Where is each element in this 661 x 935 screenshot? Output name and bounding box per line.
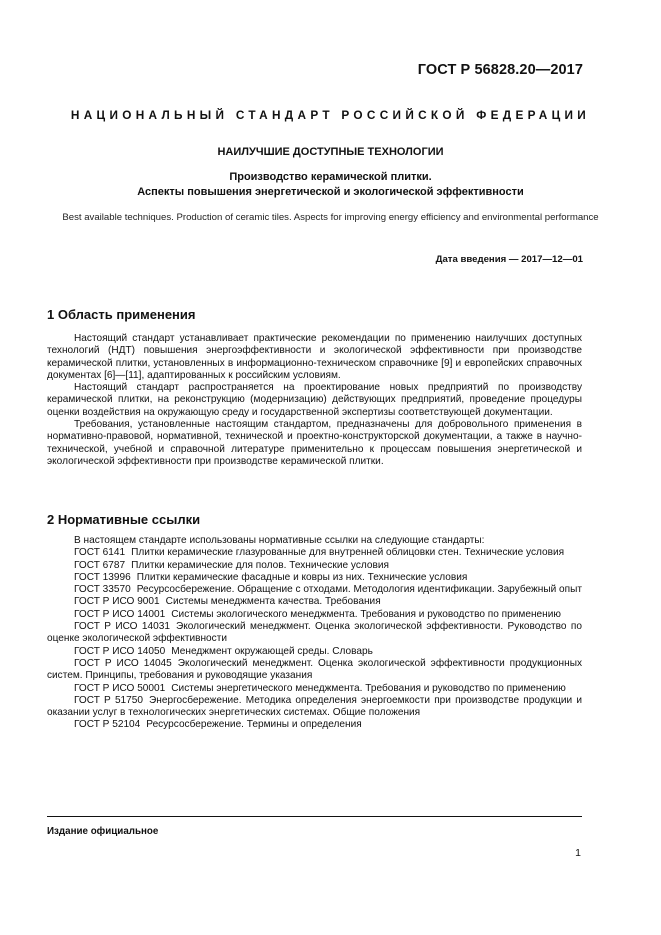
reference-title: Системы энергетического менеджмента. Требования и руководство по применению [171,682,566,694]
reference-item [47,621,582,646]
section-2-heading [47,512,582,527]
paragraph: Настоящий стандарт устанавливает практические рекомендации по применению наилучших доступных технологий (НДТ) повышения энергоэффективности и экологической эффективности при производстве керамической плитки, установленных в информационно-техническом справочнике [9] и европейских справочных документах [6]—[11], адаптированных к российским условиям. [47,333,582,381]
reference-code: ГОСТ 13996 [74,571,131,583]
document-title: НАИЛУЧШИЕ ДОСТУПНЫЕ ТЕХНОЛОГИИ [217,146,444,158]
references-intro: В настоящем стандарте использованы нормативные ссылки на следующие стандарты: [74,535,485,546]
section-1-heading [47,307,582,322]
reference-title: Ресурсосбережение. Обращение с отходами. Методология идентификации. Зарубежный опыт [136,584,582,596]
reference-code: ГОСТ Р ИСО 14001 [74,608,166,620]
section-heading: 2 Нормативные ссылки [47,512,201,527]
national-standard-banner: НАЦИОНАЛЬНЫЙ СТАНДАРТ РОССИЙСКОЙ ФЕДЕРАЦИИ [70,108,591,122]
reference-item [47,646,582,658]
reference-title: Плитки керамические фасадные и ковры из них. Технические условия [136,571,468,583]
reference-code: ГОСТ 6141 [74,547,126,559]
reference-item [47,596,582,608]
reference-item [47,695,582,720]
reference-title: Экологический менеджмент. Оценка экологической эффективности. Руководство по оценке экологической эффективности [47,621,582,645]
reference-code: ГОСТ Р ИСО 14045 [74,657,172,669]
page-number: 1 [575,847,581,859]
reference-code: ГОСТ Р ИСО 9001 [74,596,160,608]
reference-item [47,609,582,621]
document-code: ГОСТ Р 56828.20—2017 [417,62,583,78]
reference-code: ГОСТ Р ИСО 50001 [74,682,166,694]
reference-code: ГОСТ Р ИСО 14050 [74,645,166,657]
reference-title: Менеджмент окружающей среды. Словарь [171,645,373,657]
footer-divider [47,816,582,817]
reference-title: Плитки керамические для полов. Технические условия [131,559,389,571]
document-subtitle [40,170,621,200]
reference-item [47,658,582,683]
english-title: Best available techniques. Production of ceramic tiles. Aspects for improving energy efficiency and environmental performance [62,212,599,223]
reference-item [47,560,582,572]
reference-code: ГОСТ Р 51750 [74,694,144,706]
reference-item [47,584,582,596]
section-2-body [47,535,582,732]
section-heading: 1 Область применения [47,307,196,322]
paragraph: Требования, установленные настоящим стандартом, предназначены для добровольного применения в нормативно-правовой, нормативной, технической и проектно-конструкторской документации, а также в научно-технической, учебной и справочной литературе применительно к процессам повышения энергетической и экологической эффективности при производстве керамической плитки. [47,419,582,467]
reference-code: ГОСТ Р 52104 [74,719,141,731]
reference-title: Ресурсосбережение. Термины и определения [146,719,362,731]
reference-code: ГОСТ 33570 [74,584,131,596]
reference-title: Системы менеджмента качества. Требования [165,596,381,608]
reference-item [47,572,582,584]
reference-title: Экологический менеджмент. Оценка экологической эффективности продукционных систем. Принципы, требования и руководящие указания [47,657,582,682]
reference-item [47,683,582,695]
reference-code: ГОСТ 6787 [74,559,126,571]
official-edition-label: Издание официальное [47,826,159,837]
reference-item [47,547,582,559]
reference-code: ГОСТ Р ИСО 14031 [74,621,170,633]
reference-title: Плитки керамические глазурованные для внутренней облицовки стен. Технические условия [131,547,565,559]
reference-title: Системы экологического менеджмента. Требования и руководство по применению [171,608,561,620]
reference-title: Энергосбережение. Методика определения энергоемкости при производстве продукции и оказании услуг в технологических энергетических системах. Общие положения [47,694,582,719]
introduction-date: Дата введения — 2017—12—01 [435,254,583,265]
section-1-body [47,333,582,468]
reference-item [47,719,582,731]
subtitle-line-2: Аспекты повышения энергетической и экологической эффективности [137,186,524,198]
subtitle-line-1: Производство керамической плитки. [229,171,432,183]
paragraph: Настоящий стандарт распространяется на проектирование новых предприятий по производству керамической плитки, на реконструкцию (модернизацию) действующих предприятий, проведение процедуры оценки воздействия на окружающую среду и государственной экспертизы соответствующей документации. [47,382,582,418]
